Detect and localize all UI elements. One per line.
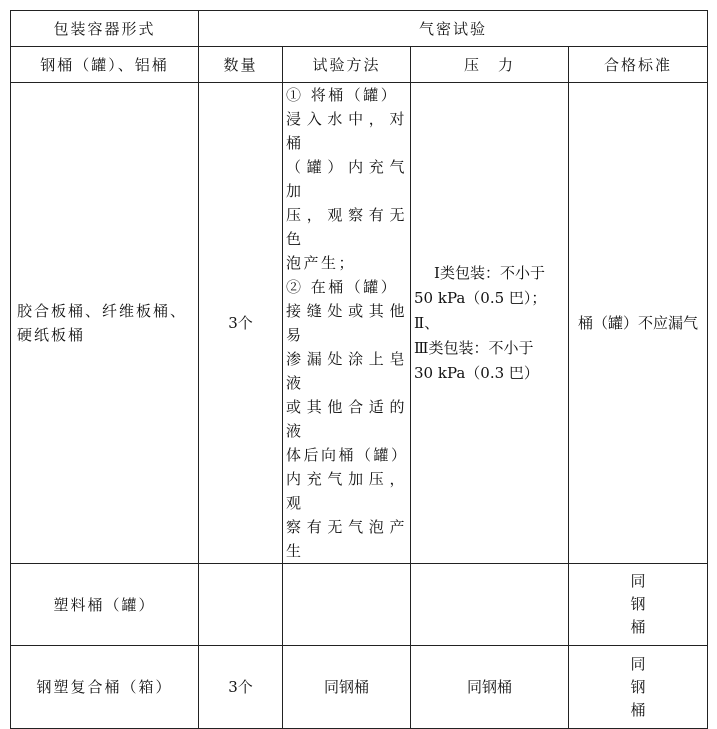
header-gas-tightness-test: 气密试验 <box>199 11 708 47</box>
method-line: 接缝处或其他易 <box>286 302 407 344</box>
header-pressure: 压 力 <box>411 47 569 83</box>
pressure-line: 50 kPa（0.5 巴）；Ⅱ、 <box>414 288 547 332</box>
pressure-cell: 同钢桶 <box>411 646 569 729</box>
standard-char: 钢 <box>630 677 646 696</box>
pressure-cell <box>411 83 569 564</box>
standard-char: 桶 <box>630 618 646 636</box>
method-line: 内充气加压，观 <box>286 470 407 512</box>
standard-char: 钢 <box>630 595 646 613</box>
gas-tightness-test-table <box>10 10 708 729</box>
method-line: ① 将桶（罐） <box>286 86 399 104</box>
method-line: 压，观察有无色 <box>286 206 407 248</box>
standard-char: 桶 <box>630 700 646 719</box>
quantity-cell <box>199 564 283 646</box>
test-method-cell: 同钢桶 <box>283 646 411 729</box>
method-line: 察有无气泡产生 <box>286 518 407 560</box>
header-acceptance-standard: 合格标准 <box>569 47 708 83</box>
test-method-cell <box>283 83 411 564</box>
standard-cell <box>569 564 708 646</box>
table-row <box>11 646 708 729</box>
quantity-cell: 3个 <box>199 83 283 564</box>
container-type-cell: 钢塑复合桶（箱） <box>11 646 199 729</box>
test-method-cell <box>283 564 411 646</box>
table-row <box>11 83 708 564</box>
method-line: ② 在桶（罐） <box>286 278 399 296</box>
standard-cell: 桶（罐）不应漏气 <box>569 83 708 564</box>
method-line: 渗漏处涂上皂液 <box>286 350 407 392</box>
method-line: 浸入水中，对桶 <box>286 110 407 152</box>
method-line: 体后向桶（罐） <box>286 446 409 464</box>
pressure-cell <box>411 564 569 646</box>
header-quantity: 数量 <box>199 47 283 83</box>
container-type-cell: 胶合板桶、纤维板桶、硬纸板桶 <box>11 83 199 564</box>
header-steel-aluminum-drum: 钢桶（罐）、铝桶 <box>11 47 199 83</box>
method-line: （罐）内充气加 <box>286 158 407 200</box>
pressure-line: Ⅰ类包装：不小于 <box>434 263 545 282</box>
method-line: 泡产生； <box>286 254 357 272</box>
method-line: 或其他合适的液 <box>286 398 407 440</box>
standard-char: 同 <box>630 572 646 590</box>
quantity-cell: 3个 <box>199 646 283 729</box>
standard-char: 同 <box>630 654 646 673</box>
pressure-line: 30 kPa（0.3 巴） <box>414 363 539 382</box>
pressure-line: Ⅲ类包装：不小于 <box>414 338 534 357</box>
standard-cell <box>569 646 708 729</box>
header-test-method: 试验方法 <box>283 47 411 83</box>
container-type-cell: 塑料桶（罐） <box>11 564 199 646</box>
header-container-type: 包装容器形式 <box>11 11 199 47</box>
table-row <box>11 564 708 646</box>
